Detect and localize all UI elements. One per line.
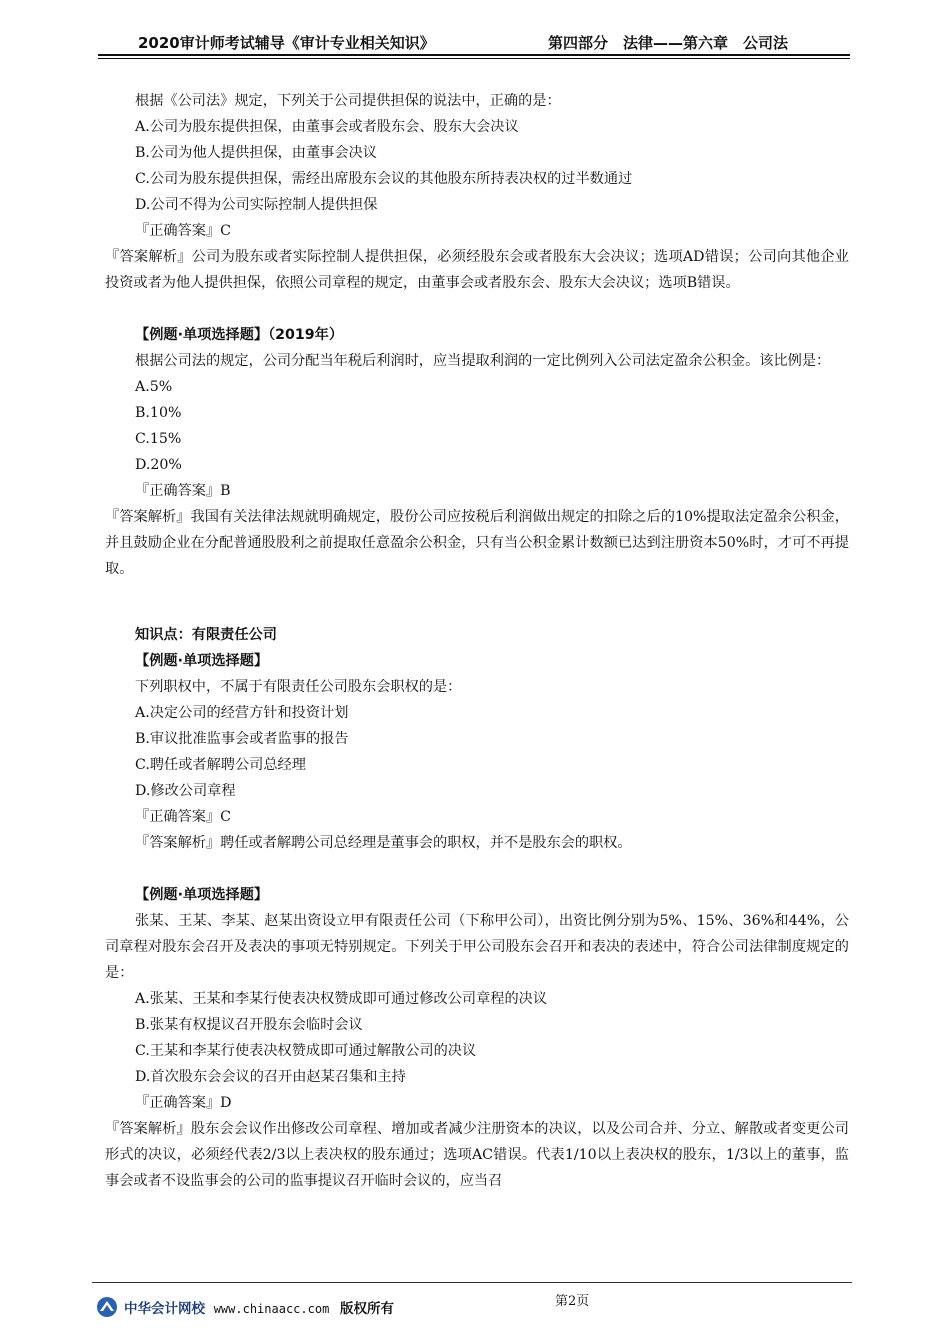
q3-title: 【例题·单项选择题】 (135, 653, 269, 669)
q3-analysis: 『答案解析』聘任或者解聘公司总经理是董事会的职权，并不是股东会的职权。 (135, 835, 632, 851)
q1-option-a: A.公司为股东提供担保，由董事会或者股东会、股东大会决议 (135, 119, 519, 135)
q1-option-d: D.公司不得为公司实际控制人提供担保 (135, 197, 378, 213)
q3-option-d: D.修改公司章程 (135, 783, 236, 799)
q1-analysis: 『答案解析』公司为股东或者实际控制人提供担保，必须经股东会或者股东大会决议；选项AD错误；公司向其他企业投资或者为他人提供担保，依照公司章程的规定，由董事会或者股东会、股东大会决议；选项B错误。 (105, 249, 849, 291)
header-book-title: 2020审计师考试辅导《审计专业相关知识》 (138, 34, 435, 52)
q2-title: 【例题·单项选择题】（2019年） (135, 327, 344, 343)
header-chapter-title: 第四部分 法律——第六章 公司法 (548, 34, 789, 52)
q3-stem: 下列职权中，不属于有限责任公司股东会职权的是： (135, 679, 462, 695)
copyright-text: 版权所有 (340, 1301, 394, 1317)
q4-answer: 『正确答案』D (135, 1095, 232, 1111)
q2-stem: 根据公司法的规定，公司分配当年税后利润时，应当提取利润的一定比例列入公司法定盈余公积金。该比例是： (135, 353, 831, 369)
spacer (105, 296, 849, 322)
q2-option-c: C.15% (135, 431, 182, 447)
q3-option-c: C.聘任或者解聘公司总经理 (135, 757, 306, 773)
spacer (105, 856, 849, 882)
q3-answer: 『正确答案』C (135, 809, 231, 825)
q4-option-a: A.张某、王某和李某行使表决权赞成即可通过修改公司章程的决议 (135, 991, 548, 1007)
footer-rule (92, 1282, 852, 1283)
q2-analysis: 『答案解析』我国有关法律法规就明确规定，股份公司应按税后利润做出规定的扣除之后的10%提取法定盈余公积金，并且鼓励企业在分配普通股股利之前提取任意盈余公积金，只有当公积金累计数额已达到注册资本50%时，才可不再提取。 (105, 509, 849, 577)
q4-option-c: C.王某和李某行使表决权赞成即可通过解散公司的决议 (135, 1043, 477, 1059)
chinaacc-logo-icon (96, 1296, 118, 1318)
q2-answer: 『正确答案』B (135, 483, 231, 499)
page-header (98, 30, 850, 52)
q1-stem: 根据《公司法》规定，下列关于公司提供担保的说法中，正确的是： (135, 93, 561, 109)
brand-website: www.chinaacc.com (213, 1302, 330, 1316)
q2-option-a: A.5% (135, 379, 173, 395)
document-body (105, 88, 849, 1194)
q4-stem: 张某、王某、李某、赵某出资设立甲有限责任公司（下称甲公司），出资比例分别为5%、15%、36%和44%，公司章程对股东会召开及表决的事项无特别规定。下列关于甲公司股东会召开和表决的表述中，符合公司法律制度规定的是： (105, 913, 849, 981)
q1-option-b: B.公司为他人提供担保，由董事会决议 (135, 145, 377, 161)
q3-option-a: A.决定公司的经营方针和投资计划 (135, 705, 349, 721)
spacer (105, 582, 849, 622)
knowledge-point-heading: 知识点：有限责任公司 (135, 627, 277, 643)
q4-title: 【例题·单项选择题】 (135, 887, 269, 903)
q3-option-b: B.审议批准监事会或者监事的报告 (135, 731, 349, 747)
footer-brand (124, 1297, 394, 1317)
header-rule (98, 54, 850, 56)
q2-option-d: D.20% (135, 457, 182, 473)
q2-option-b: B.10% (135, 405, 182, 421)
q4-analysis: 『答案解析』股东会会议作出修改公司章程、增加或者减少注册资本的决议，以及公司合并、分立、解散或者变更公司形式的决议，必须经代表2/3以上表决权的股东通过；选项AC错误。代表1/10以上表决权的股东，1/3以上的董事，监事会或者不设监事会的公司的监事提议召开临时会议的，应当召 (105, 1121, 849, 1189)
brand-name: 中华会计网校 (124, 1301, 205, 1317)
q1-option-c: C.公司为股东提供担保，需经出席股东会议的其他股东所持表决权的过半数通过 (135, 171, 633, 187)
q1-answer: 『正确答案』C (135, 223, 231, 239)
header-rule-thin (98, 58, 850, 59)
page-number: 第2页 (555, 1294, 590, 1309)
q4-option-b: B.张某有权提议召开股东会临时会议 (135, 1017, 363, 1033)
q4-option-d: D.首次股东会会议的召开由赵某召集和主持 (135, 1069, 406, 1085)
